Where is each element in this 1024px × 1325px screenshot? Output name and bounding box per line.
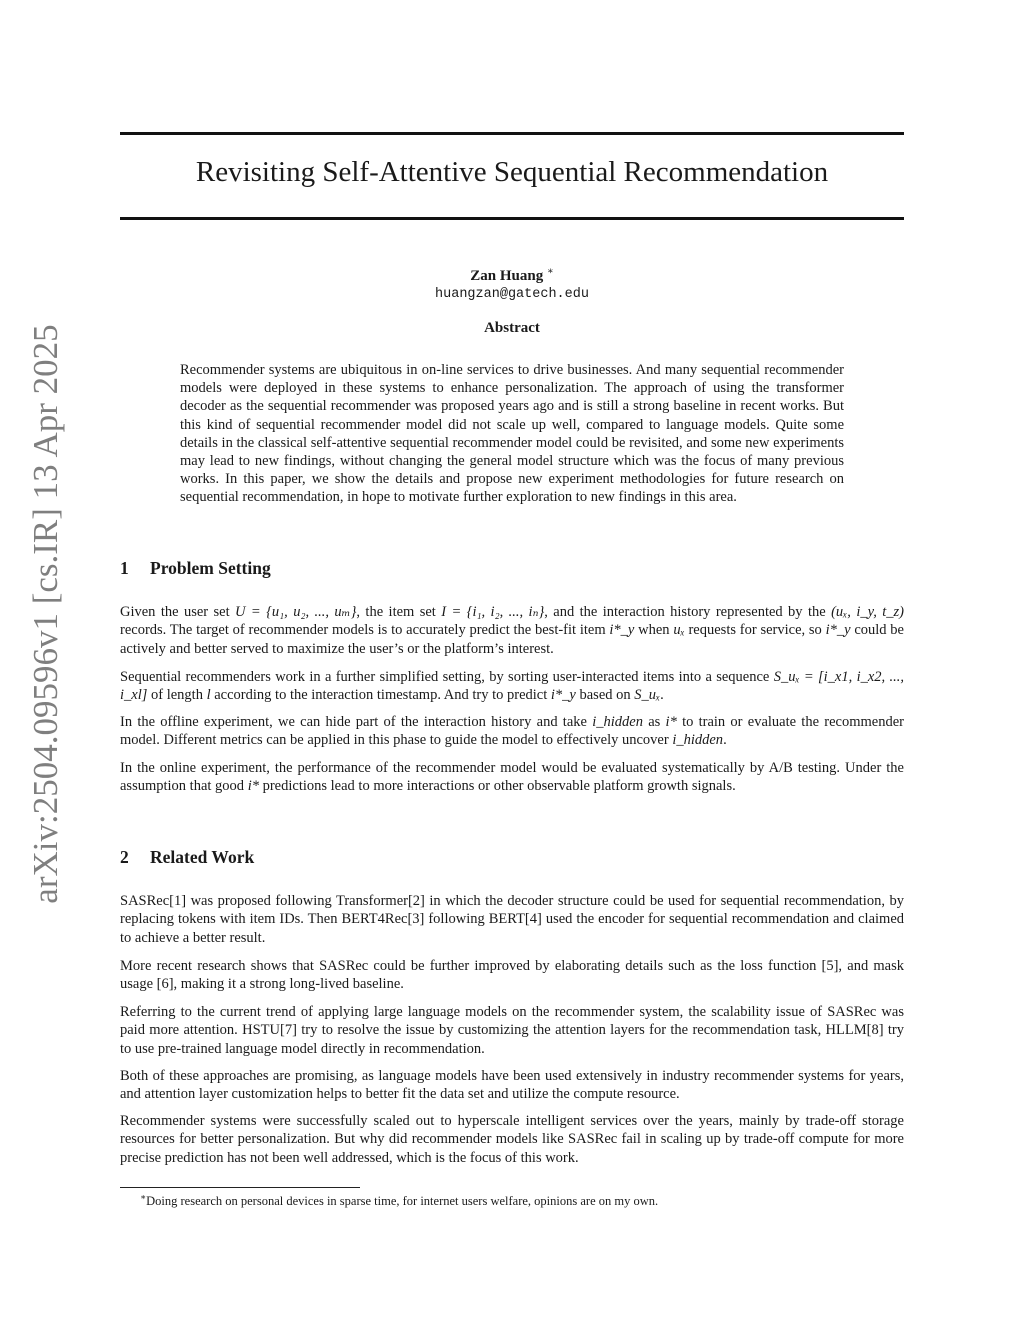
paragraph <box>120 668 904 705</box>
footnote-text: Doing research on personal devices in sparse time, for internet users welfare, opinions are on my own. <box>146 1194 659 1209</box>
title-rule-bottom <box>120 217 904 220</box>
text-run: Given the user set <box>120 604 236 620</box>
paragraph: Both of these approaches are promising, as language models have been used extensively in industry recommender systems for years, and attention layer customization helps to better fit the data set and utilize the compute resource. <box>120 1068 904 1103</box>
section-title: Related Work <box>150 847 255 867</box>
section-title: Problem Setting <box>150 558 271 578</box>
text-run: based on <box>575 687 635 704</box>
text-run: . <box>723 732 727 749</box>
paragraph: Recommender systems were successfully scaled out to hyperscale intelligent services over the years, mainly by trade-off storage resources for better personalization. But why did recommender models like SASRec fail in scaling up by trade-off compute for more precise prediction has not been well addressed, which is the focus of this work. <box>120 1113 904 1166</box>
paragraph: SASRec[1] was proposed following Transformer[2] in which the decoder structure could be used for sequential recommendation, by replacing tokens with item IDs. Then BERT4Rec[3] following BERT[4] used the encoder for sequential recommendation and claimed to achieve a better result. <box>120 893 904 946</box>
abstract-body: Recommender systems are ubiquitous in on-line services to drive businesses. And many sequential recommender models were deployed in these systems to enhance personalization. The approach of using the transformer decoder as the sequential recommender was proposed years ago and is still a strong baseline in recent works. But this kind of sequential recommender model did not scale up well, compared to language models. Quite some details in the classical self-attentive sequential recommender model could be revisited, and some new experiments may lead to new findings, without changing the general model structure which was the focus of many previous works. In this paper, we show the details and propose new experiment methodologies for future research on sequential recommendation, in hope to motivate further exploration to new findings in this area. <box>180 362 844 506</box>
math-sequence-symbol: S_uₓ <box>634 687 661 704</box>
text-run: requests for service, so <box>684 622 826 639</box>
footnote-mark: ∗ <box>140 1192 147 1202</box>
section-number: 1 <box>120 558 129 578</box>
section-number: 2 <box>120 847 129 867</box>
title-rule-top <box>120 132 904 135</box>
text-run: In the online experiment, the performance of the recommender model would be evaluated systematically by A/B testing. Under the assumption that good <box>120 760 904 795</box>
author-footnote-mark: ∗ <box>546 266 554 277</box>
arxiv-stamp: arXiv:2504.09596v1 [cs.IR] 13 Apr 2025 <box>26 324 65 904</box>
text-run: , the item set <box>356 604 442 620</box>
text-run: as <box>642 714 666 730</box>
math-best-item: i*_y <box>825 622 851 639</box>
author-line <box>0 266 1024 285</box>
math-hidden-item: i_hidden <box>672 732 724 749</box>
text-run: of length <box>147 687 207 704</box>
author-name: Zan Huang <box>470 268 544 284</box>
math-user: uₓ <box>673 622 685 639</box>
section-heading-problem-setting <box>120 558 271 579</box>
text-run: to train or evaluate the recommender model. Different metrics can be applied in this phase to guide the model to effectively uncover <box>120 714 904 749</box>
math-sequence: S_uₓ = [i_x1, i_x2, ..., i_xl] <box>120 669 904 704</box>
footnote <box>140 1192 904 1209</box>
section-heading-related-work <box>120 847 254 868</box>
math-target-item: i* <box>665 714 677 730</box>
text-run: according to the interaction timestamp. And try to predict <box>210 687 551 704</box>
text-run: predictions lead to more interactions or other observable platform growth signals. <box>258 778 736 795</box>
text-run: could be actively and better served to maximize the user’s or the platform’s interest. <box>120 622 904 657</box>
text-run: , and the interaction history represented by the <box>544 604 832 620</box>
text-run: . <box>660 687 664 704</box>
math-length: l <box>206 687 211 704</box>
footnote-rule <box>120 1187 360 1188</box>
paragraph <box>120 713 904 750</box>
abstract-heading: Abstract <box>484 320 540 336</box>
text-run: In the offline experiment, we can hide part of the interaction history and take <box>120 714 593 730</box>
math-record: (uₓ, i_y, t_z) <box>831 604 905 620</box>
math-best-item: i*_y <box>609 622 635 639</box>
math-user-set: U = {u₁, u₂, ..., uₘ} <box>235 604 357 620</box>
paragraph <box>120 759 904 796</box>
paper-title: Revisiting Self-Attentive Sequential Recommendation <box>195 156 829 188</box>
math-item-set: I = {i₁, i₂, ..., iₙ} <box>441 604 545 620</box>
math-best-item: i*_y <box>550 687 576 704</box>
paragraph: Referring to the current trend of applying large language models on the recommender system, the scalability issue of SASRec was paid more attention. HSTU[7] try to resolve the issue by customizing the attention layers for the recommendation task, HLLM[8] try to use pre-trained language model directly in recommendation. <box>120 1004 904 1057</box>
text-run: Sequential recommenders work in a further simplified setting, by sorting user-interacted items into a sequence <box>120 669 774 685</box>
text-run: when <box>634 622 674 639</box>
paragraph <box>120 603 904 658</box>
author-email: huangzan@gatech.edu <box>435 287 589 302</box>
math-hidden-item: i_hidden <box>592 714 643 730</box>
math-target-item: i* <box>247 778 259 795</box>
paragraph: More recent research shows that SASRec could be further improved by elaborating details such as the loss function [5], and mask usage [6], making it a strong long-lived baseline. <box>120 958 904 993</box>
text-run: records. The target of recommender models is to accurately predict the best-fit item <box>120 622 610 639</box>
